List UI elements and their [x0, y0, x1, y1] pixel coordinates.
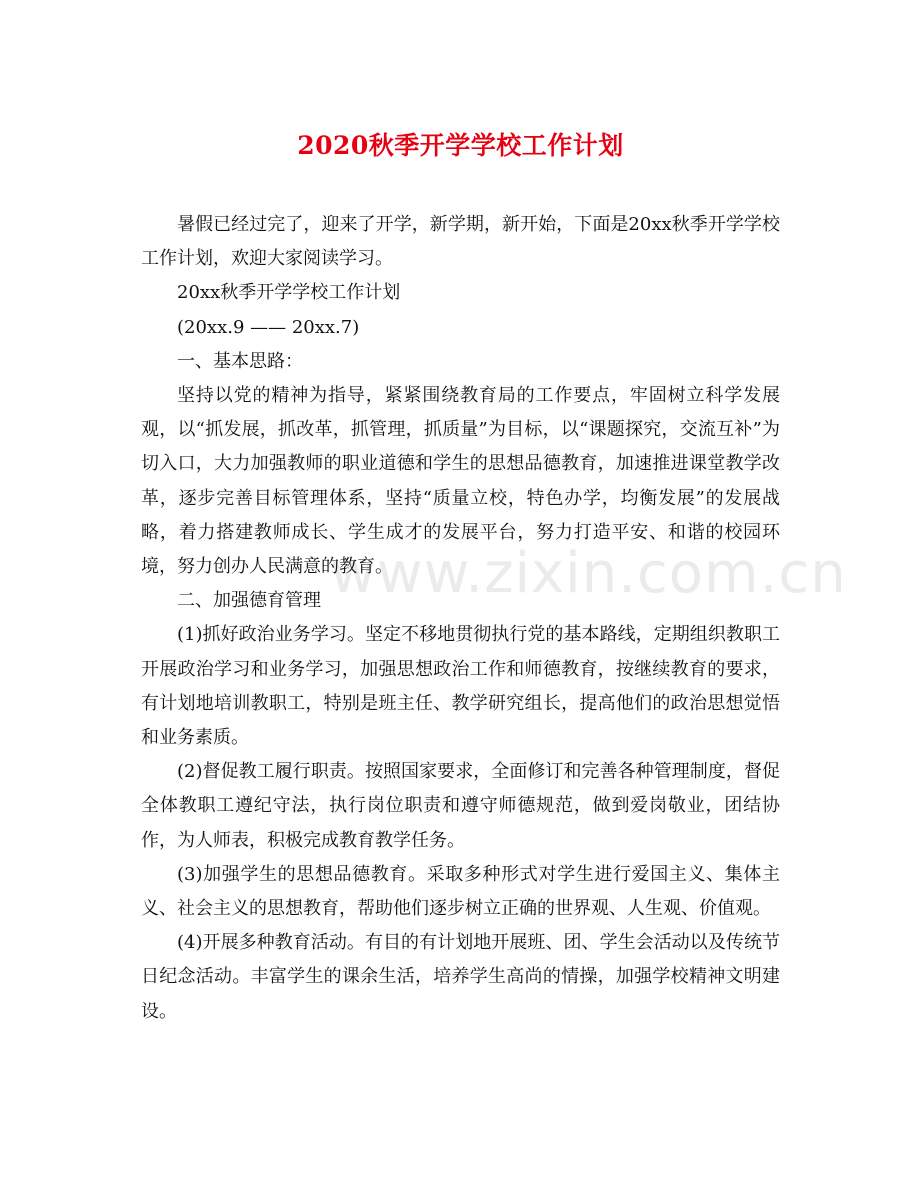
- item-political-study: (1)抓好政治业务学习。坚定不移地贯彻执行党的基本路线，定期组织教职工开展政治学习和业务学习，加强思想政治工作和师德教育，按继续教育的要求，有计划地培训教职工，特别是班主任、教学研究组长，提高他们的政治思想觉悟和业务素质。: [141, 624, 780, 749]
- section-heading-moral-management: 二、加强德育管理: [177, 590, 321, 612]
- plan-heading: 20xx秋季开学学校工作计划: [177, 282, 401, 304]
- page-title: 2020秋季开学学校工作计划: [297, 131, 624, 160]
- document-body: [141, 208, 780, 1029]
- item-staff-duties: (2)督促教工履行职责。按照国家要求，全面修订和完善各种管理制度，督促全体教职工遵纪守法，执行岗位职责和遵守师德规范，做到爱岗敬业，团结协作，为人师表，积极完成教育教学任务。: [141, 761, 780, 851]
- section-heading-basic-ideas: 一、基本思路：: [177, 350, 303, 372]
- item-education-activities: (4)开展多种教育活动。有目的有计划地开展班、团、学生会活动以及传统节日纪念活动。丰富学生的课余生活，培养学生高尚的情操，加强学校精神文明建设。: [141, 932, 780, 1022]
- item-student-moral-education: (3)加强学生的思想品德教育。采取多种形式对学生进行爱国主义、集体主义、社会主义的思想教育，帮助他们逐步树立正确的世界观、人生观、价值观。: [141, 863, 780, 920]
- intro-paragraph: 暑假已经过完了，迎来了开学，新学期，新开始，下面是20xx秋季开学学校工作计划，欢迎大家阅读学习。: [141, 214, 780, 270]
- document-content: [141, 126, 780, 1029]
- basic-ideas-paragraph: 坚持以党的精神为指导，紧紧围绕教育局的工作要点，牢固树立科学发展观，以“抓发展，抓改革，抓管理，抓质量”为目标，以“课题探究，交流互补”为切入口，大力加强教师的职业道德和学生的思想品德教育，加速推进课堂教学改革，逐步完善目标管理体系，坚持“质量立校，特色办学，均衡发展”的发展战略，着力搭建教师成长、学生成才的发展平台，努力打造平安、和谐的校园环境，努力创办人民满意的教育。: [141, 385, 780, 578]
- plan-period: (20xx.9 —— 20xx.7): [177, 316, 360, 338]
- watermark-text: www.zixin.com.cn: [330, 541, 847, 606]
